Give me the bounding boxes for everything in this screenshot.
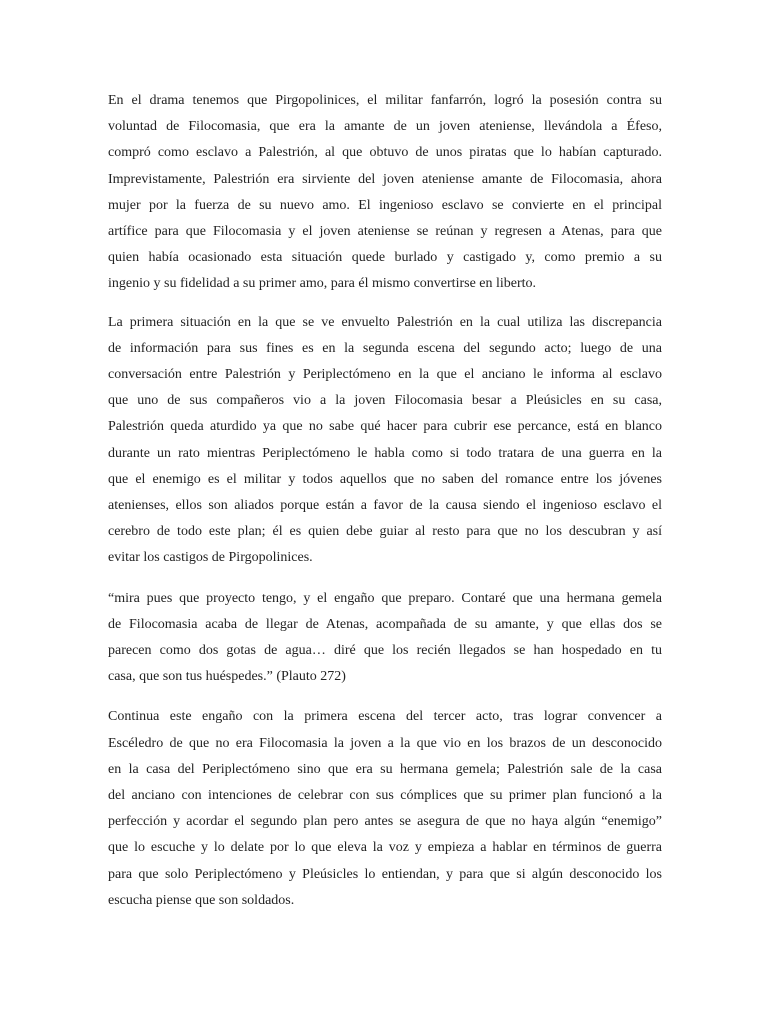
text-line: atenienses, ellos son aliados porque están a favor de la causa siendo el ingenioso esclavo el: [108, 498, 662, 514]
text-line: de Filocomasia acaba de llegar de Atenas, acompañada de su amante, y que ellas dos se: [108, 616, 662, 632]
quote-paragraph: [108, 586, 662, 691]
paragraph-4: [108, 704, 662, 914]
paragraph-2: [108, 310, 662, 572]
text-line: La primera situación en la que se ve envuelto Palestrión en la cual utiliza las discrepancia: [108, 314, 662, 330]
text-line: ingenio y su fidelidad a su primer amo, para él mismo convertirse en liberto.: [108, 276, 537, 292]
text-line: Imprevistamente, Palestrión era sirviente del joven ateniense amante de Filocomasia, ahora: [108, 171, 662, 187]
text-line: perfección y acordar el segundo plan pero antes se asegura de que no haya algún “enemigo”: [108, 814, 662, 830]
text-line: parecen como dos gotas de agua… diré que los recién llegados se han hospedado en tu: [108, 643, 662, 659]
text-line: en la casa del Periplectómeno sino que era su hermana gemela; Palestrión sale de la casa: [108, 761, 662, 777]
text-line: Continua este engaño con la primera escena del tercer acto, tras lograr convencer a: [108, 709, 662, 725]
text-line: Escéledro de que no era Filocomasia la joven a la que vio en los brazos de un desconocido: [108, 735, 662, 751]
text-line: que uno de sus compañeros vio a la joven Filocomasia besar a Pleúsicles en su casa,: [108, 393, 662, 409]
text-line: que el enemigo es el militar y todos aquellos que no saben del romance entre los jóvenes: [108, 471, 662, 487]
text-line: conversación entre Palestrión y Periplectómeno en la que el anciano le informa al esclavo: [108, 367, 662, 383]
text-line: escucha piense que son soldados.: [108, 892, 295, 908]
text-line: casa, que son tus huéspedes.” (Plauto 272): [108, 669, 346, 685]
text-line: En el drama tenemos que Pirgopolinices, el militar fanfarrón, logró la posesión contra su: [108, 93, 662, 108]
text-line: Palestrión queda aturdido ya que no sabe qué hacer para cubrir ese percance, está en blanco: [108, 419, 662, 435]
text-line: quien había ocasionado esta situación quede burlado y castigado y, como premio a su: [108, 250, 662, 266]
text-line: que lo escuche y lo delate por lo que eleva la voz y empieza a hablar en términos de guerra: [108, 840, 662, 856]
text-line: evitar los castigos de Pirgopolinices.: [108, 550, 313, 566]
text-line: compró como esclavo a Palestrión, al que obtuvo de unos piratas que lo habían capturado.: [108, 145, 662, 161]
text-line: cerebro de todo este plan; él es quien debe guiar al resto para que no los descubran y así: [108, 524, 662, 540]
text-line: del anciano con intenciones de celebrar con sus cómplices que su primer plan funcionó a la: [108, 788, 662, 804]
text-line: artífice para que Filocomasia y el joven ateniense se reúnan y regresen a Atenas, para que: [108, 224, 662, 240]
text-line: durante un rato mientras Periplectómeno le habla como si todo tratara de una guerra en la: [108, 445, 662, 461]
text-line: de información para sus fines es en la segunda escena del segundo acto; luego de una: [108, 340, 662, 356]
text-line: mujer por la fuerza de su nuevo amo. El ingenioso esclavo se convierte en el principal: [108, 197, 662, 213]
text-line: voluntad de Filocomasia, que era la amante de un joven ateniense, llevándola a Éfeso,: [108, 119, 662, 135]
document-body: [108, 88, 662, 929]
text-line: para que solo Periplectómeno y Pleúsicles lo entiendan, y para que si algún desconocido los: [108, 866, 662, 882]
text-line: “mira pues que proyecto tengo, y el engaño que preparo. Contaré que una hermana gemela: [108, 590, 662, 606]
paragraph-1: [108, 88, 662, 298]
